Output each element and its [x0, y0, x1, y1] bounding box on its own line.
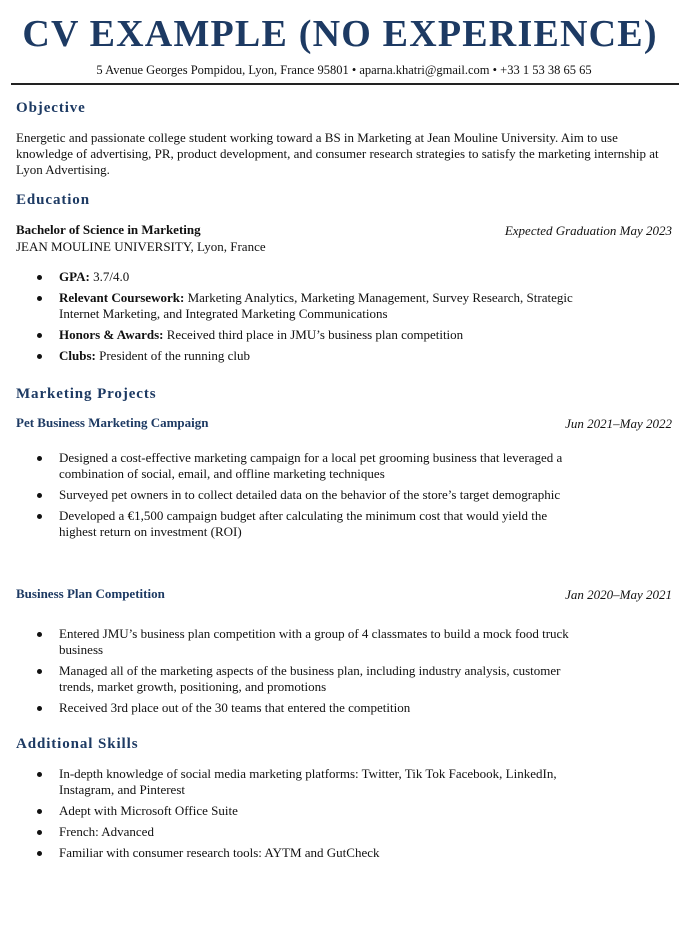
list-item: Managed all of the marketing aspects of the business plan, including industry analysis, customer trends, market growth, positioning, and promotions	[16, 663, 579, 695]
resume-title: CV EXAMPLE (NO EXPERIENCE)	[22, 13, 658, 55]
skills-heading: Additional Skills	[16, 736, 139, 752]
project-title: Pet Business Marketing Campaign	[16, 415, 209, 430]
projects-heading: Marketing Projects	[16, 386, 157, 402]
list-item: Relevant Coursework: Marketing Analytics, Marketing Management, Survey Research, Strategic Internet Marketing, and Integrated Marketing Communications	[16, 290, 579, 322]
list-item: Honors & Awards: Received third place in JMU’s business plan competition	[16, 327, 579, 343]
education-details	[16, 269, 579, 369]
detail-label: Relevant Coursework	[59, 290, 180, 305]
detail-label: Clubs	[59, 348, 92, 363]
project-bullets	[16, 450, 579, 545]
objective-text: Energetic and passionate college student working toward a BS in Marketing at Jean Mouline University. Aim to use knowledge of advertising, PR, product development, and consumer research strategies to satisfy the marketing internship at Lyon Advertising.	[16, 130, 659, 177]
project-dates: Jan 2020–May 2021	[565, 587, 672, 602]
school-name: JEAN MOULINE UNIVERSITY, Lyon, France	[16, 239, 266, 254]
list-item: Adept with Microsoft Office Suite	[16, 803, 579, 819]
project-dates: Jun 2021–May 2022	[565, 416, 672, 431]
detail-label: Honors & Awards	[59, 327, 160, 342]
skills-list	[16, 766, 579, 866]
list-item: Surveyed pet owners in to collect detailed data on the behavior of the store’s target demographic	[16, 487, 579, 503]
list-item: Entered JMU’s business plan competition with a group of 4 classmates to build a mock food truck business	[16, 626, 579, 658]
education-heading: Education	[16, 192, 90, 208]
detail-label: GPA	[59, 269, 86, 284]
detail-text: President of the running club	[99, 348, 251, 363]
list-item: Familiar with consumer research tools: AYTM and GutCheck	[16, 845, 579, 861]
degree-title: Bachelor of Science in Marketing	[16, 222, 201, 237]
list-item: Received 3rd place out of the 30 teams that entered the competition	[16, 700, 579, 716]
detail-text: Received third place in JMU’s business plan competition	[166, 327, 464, 342]
list-item: French: Advanced	[16, 824, 579, 840]
header-divider	[11, 83, 679, 85]
detail-text: 3.7/4.0	[93, 269, 130, 284]
project-title: Business Plan Competition	[16, 586, 165, 601]
list-item: In-depth knowledge of social media marketing platforms: Twitter, Tik Tok Facebook, LinkedIn, Instagram, and Pinterest	[16, 766, 579, 798]
detail-text: Marketing Analytics, Marketing Management, Survey Research, Strategic Internet Marketing, and Integrated Marketing Communications	[59, 290, 573, 321]
objective-heading: Objective	[16, 100, 86, 116]
list-item: GPA: 3.7/4.0	[16, 269, 579, 285]
list-item: Clubs: President of the running club	[16, 348, 579, 364]
list-item: Designed a cost-effective marketing campaign for a local pet grooming business that leveraged a combination of social, email, and offline marketing techniques	[16, 450, 579, 482]
graduation-date: Expected Graduation May 2023	[504, 223, 672, 238]
list-item: Developed a €1,500 campaign budget after calculating the minimum cost that would yield the highest return on investment (ROI)	[16, 508, 579, 540]
project-bullets	[16, 626, 579, 721]
contact-line: 5 Avenue Georges Pompidou, Lyon, France 95801 • aparna.khatri@gmail.com • +33 1 53 38 65 65	[96, 63, 592, 77]
